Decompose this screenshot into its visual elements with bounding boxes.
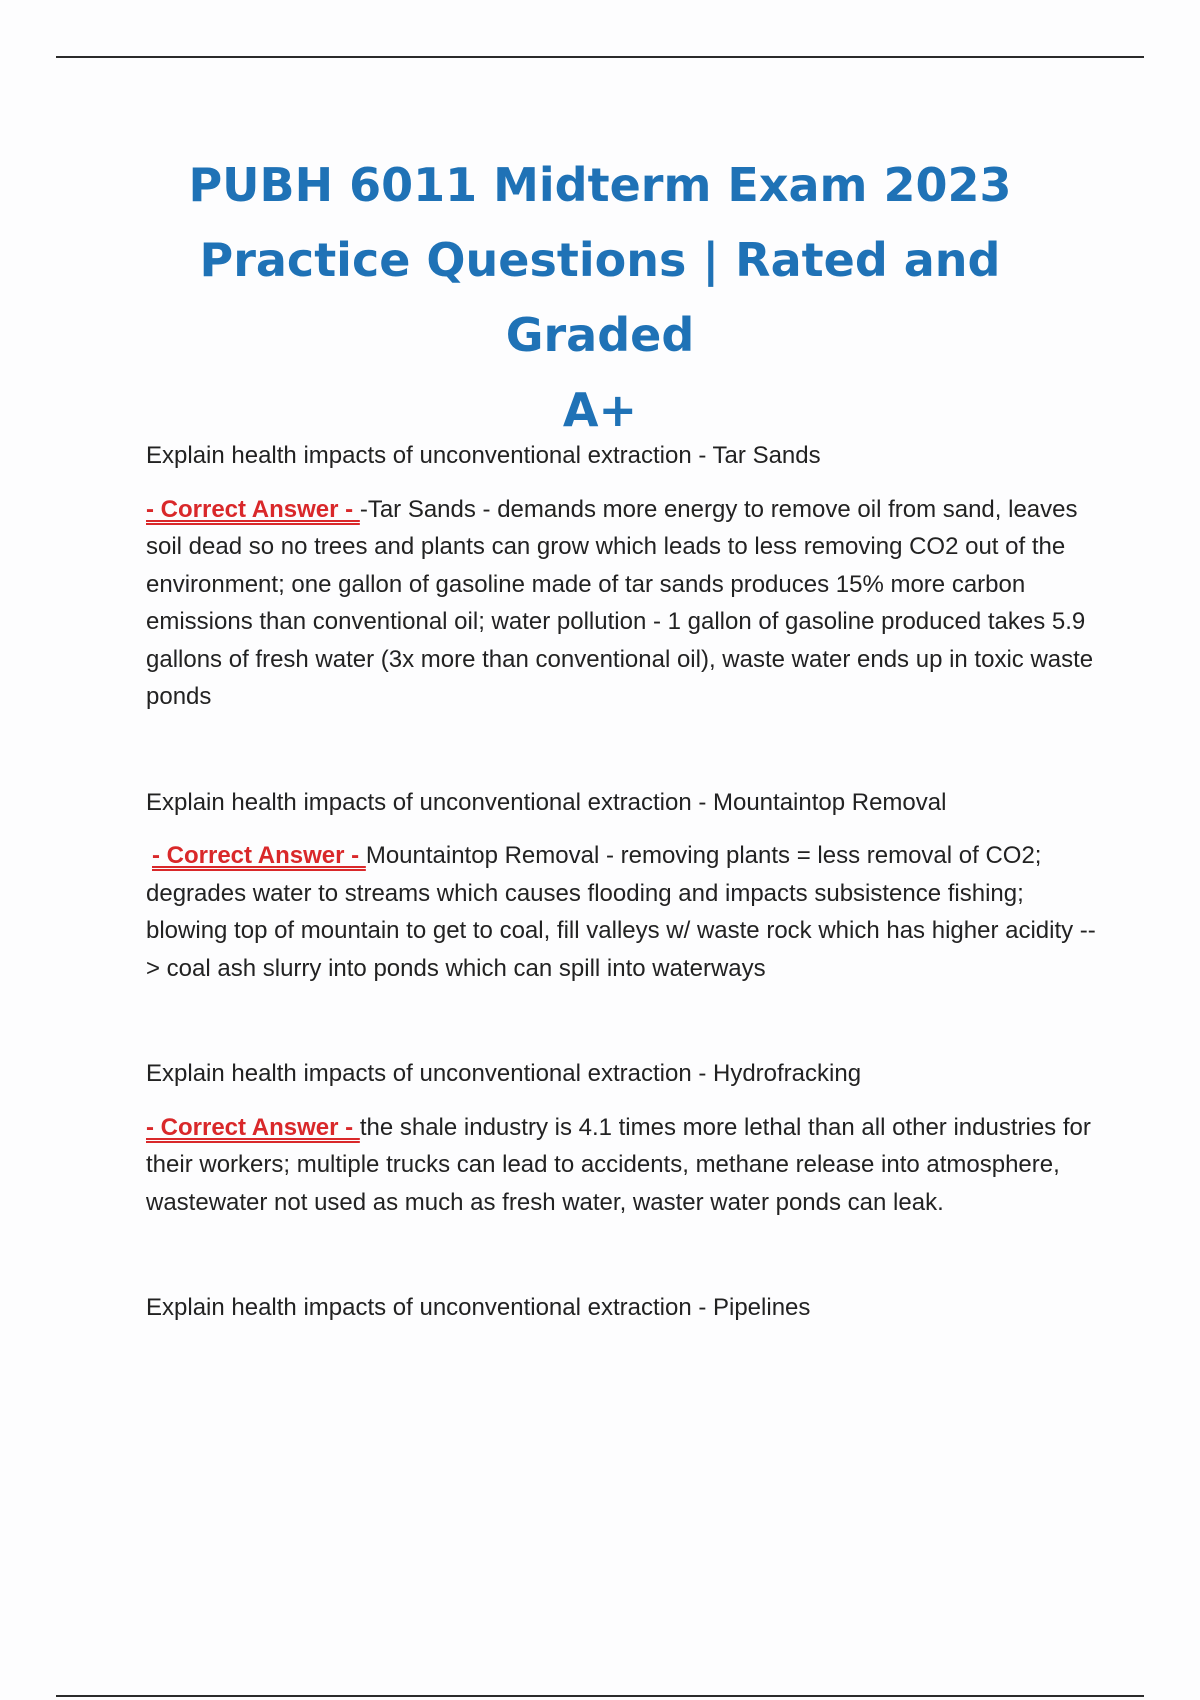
answer-text: the shale industry is 4.1 times more lethal than all other industries for their workers; multiple trucks can lead to accidents, methane release into atmosphere, wastewater not used as much as fresh water, waster water ponds can leak.: [146, 1113, 1091, 1216]
answer-text: Mountaintop Removal - removing plants = less removal of CO2; degrades water to streams which causes flooding and impacts subsistence fishing; blowing top of mountain to get to coal, fill valleys w/ waste rock which has higher acidity --> coal ash slurry into ponds which can spill into waterways: [146, 842, 1096, 982]
answer-text: -Tar Sands - demands more energy to remove oil from sand, leaves soil dead so no trees and plants can grow which leads to less removing CO2 out of the environment; one gallon of gasoline made of tar sands produces 15% more carbon emissions than conventional oil; water pollution - 1 gallon of gasoline produced takes 5.9 gallons of fresh water (3x more than conventional oil), waste water ends up in toxic waste ponds: [146, 495, 1094, 710]
title-line-1: PUBH 6011 Midterm Exam 2023: [188, 158, 1012, 212]
answer-block: [146, 837, 1096, 987]
correct-answer-tag: - Correct Answer -: [152, 842, 366, 869]
question-text: Explain health impacts of unconventional extraction - Pipelines: [146, 1294, 811, 1321]
qa-item: [146, 1289, 1096, 1327]
qa-list: [146, 437, 1096, 1343]
qa-item: [146, 437, 1096, 716]
question-text: Explain health impacts of unconventional extraction - Hydrofracking: [146, 1060, 862, 1087]
question-text: Explain health impacts of unconventional extraction - Tar Sands: [146, 442, 821, 469]
question-text: Explain health impacts of unconventional extraction - Mountaintop Removal: [146, 788, 947, 816]
answer-block: [146, 491, 1096, 716]
top-divider: [56, 56, 1144, 58]
bottom-divider: [56, 1695, 1144, 1697]
correct-answer-tag: - Correct Answer -: [146, 495, 360, 523]
title-line-2: Practice Questions | Rated and Graded: [199, 233, 1001, 362]
qa-item: [146, 1055, 1096, 1221]
title-line-3: A+: [562, 383, 638, 437]
correct-answer-tag: - Correct Answer -: [146, 1113, 360, 1141]
answer-block: [146, 1109, 1096, 1222]
qa-item: [146, 784, 1096, 988]
page-title: [120, 148, 1080, 448]
